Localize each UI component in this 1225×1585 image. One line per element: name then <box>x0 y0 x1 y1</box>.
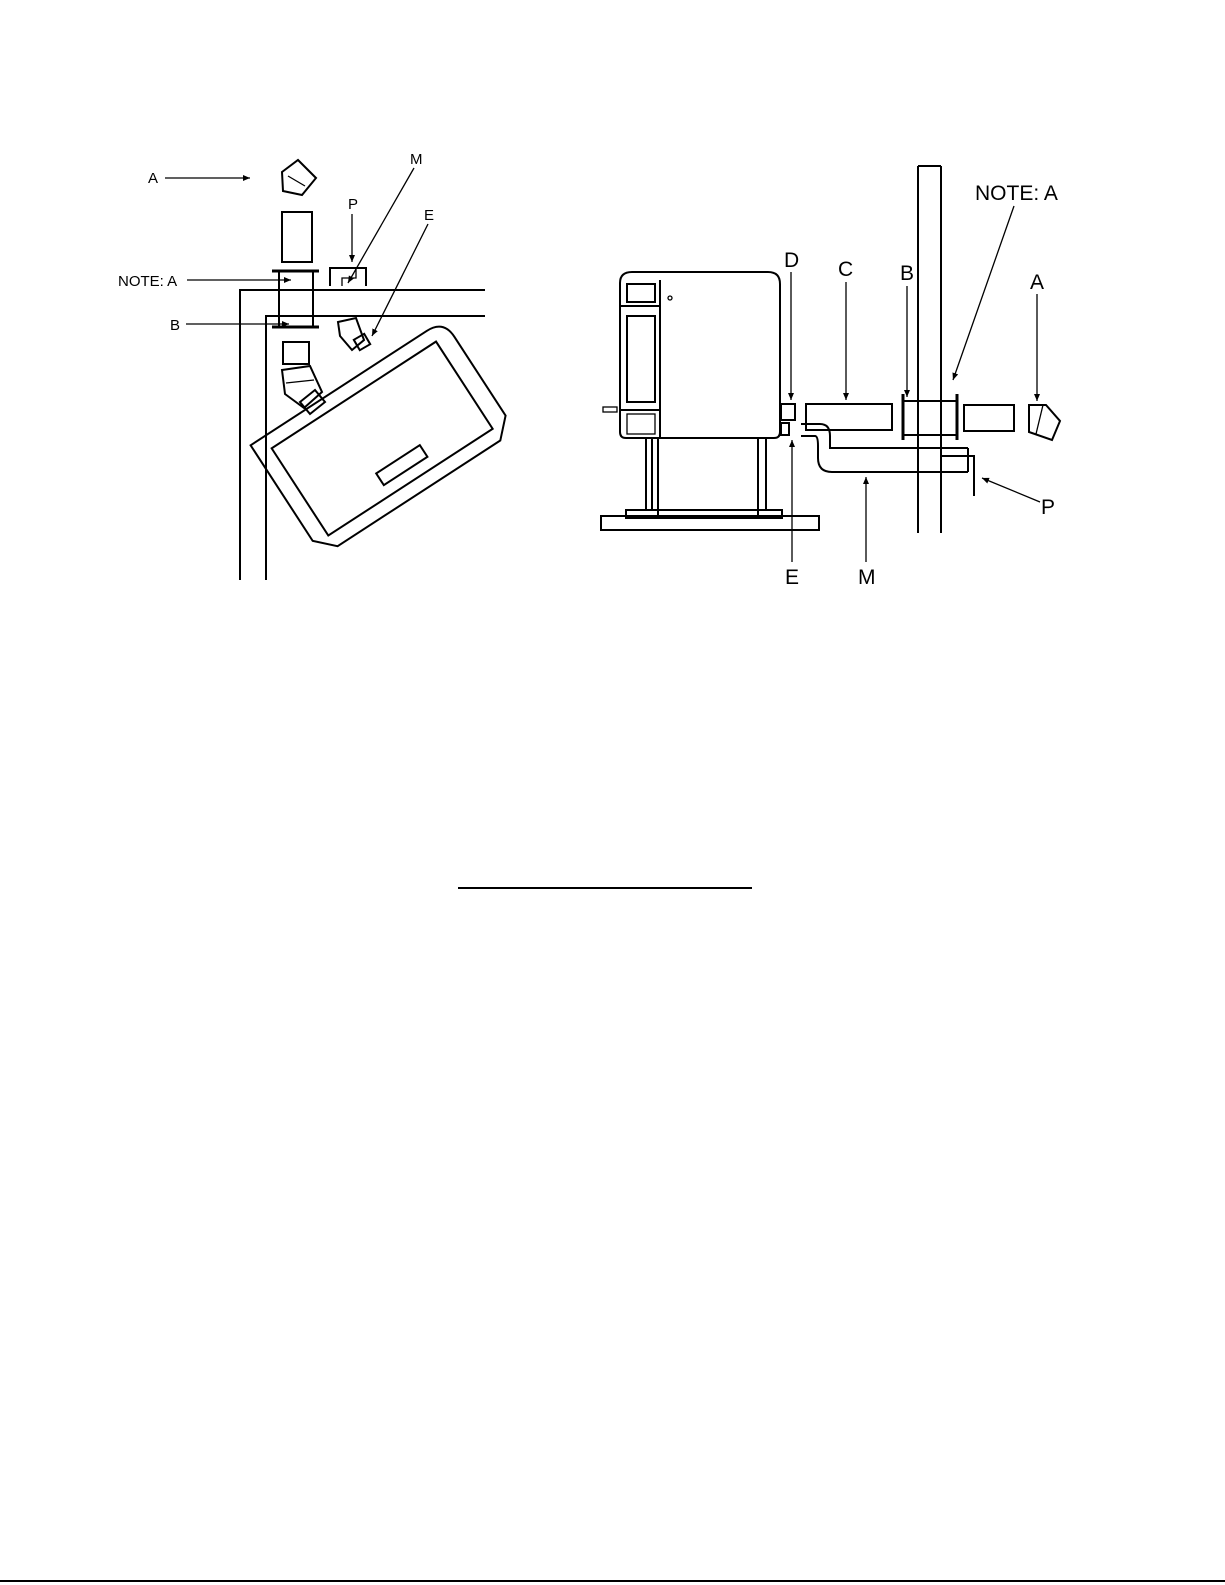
label-e-side: E <box>785 566 800 589</box>
vent-pipe-c <box>806 404 892 430</box>
label-p-side: P <box>1041 496 1056 519</box>
wall-side <box>918 166 941 533</box>
vent-pipe-lower <box>283 342 309 364</box>
label-a-side: A <box>1030 271 1045 294</box>
outside-air-cap-p <box>330 268 366 286</box>
stove-side <box>603 272 782 518</box>
air-intake-elbow <box>338 318 370 350</box>
leader-p-side <box>982 478 1040 502</box>
vent-pipe-outside <box>964 405 1014 431</box>
vent-elbow-a <box>282 160 316 195</box>
leader-note-a-side <box>953 206 1014 380</box>
label-e: E <box>424 207 435 224</box>
label-p: P <box>348 196 359 213</box>
stove-plan <box>251 320 516 556</box>
side-view <box>601 166 1060 589</box>
label-m: M <box>410 151 423 168</box>
vent-pipe-section <box>282 212 312 262</box>
air-intake-pipe-m <box>801 424 968 472</box>
label-c: C <box>838 258 854 281</box>
leader-e <box>372 224 428 336</box>
label-note-a-side: NOTE: A <box>975 182 1058 205</box>
termination-elbow-a <box>1029 405 1060 440</box>
label-d: D <box>784 249 800 272</box>
exhaust-collar-d <box>781 404 795 420</box>
label-m-side: M <box>858 566 876 589</box>
wall-thimble-b-side <box>903 394 957 440</box>
outside-air-p-side <box>941 456 974 496</box>
label-note-a: NOTE: A <box>118 273 178 290</box>
plan-view <box>118 151 515 580</box>
label-a: A <box>148 170 159 187</box>
vent-elbow-lower <box>282 366 325 414</box>
leader-m <box>348 168 414 283</box>
label-b-side: B <box>900 262 915 285</box>
label-b: B <box>170 317 181 334</box>
air-intake-collar-e <box>781 423 789 435</box>
